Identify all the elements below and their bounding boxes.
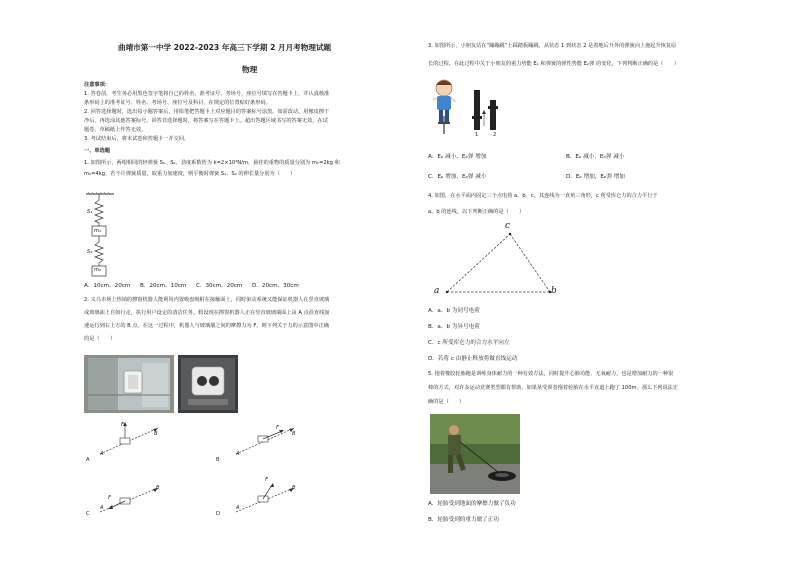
q2-text: 或玻璃面上自如行走，执行用户设定的清洁任务。假设现在擦窗机器人正在竖直玻璃墙面上由 A 点沿直线加 xyxy=(84,310,330,316)
q5-text: 棒的方式，对许多运动竞赛类型都有帮助，如果某受训者拖着轮胎在水平直道上跑了 100m，那么下列说法正 xyxy=(428,385,679,391)
q1-text: m₂=4kg，若不计弹簧质量，取重力加速度，则平衡时弹簧 S₁、S₂ 的伸长量分别为（ ） xyxy=(84,171,296,177)
point-b-label: B xyxy=(292,485,296,491)
m1-label: m₁ xyxy=(94,228,102,234)
exam-title: 曲靖市第一中学 2022-2023 年高三下学期 2 月月考物理试题 xyxy=(118,43,332,52)
q2-option-b[interactable]: B xyxy=(216,457,220,463)
q2-text: 2. 义乌市场上热销的擦窗机器人能利用内置吸盘吸附在接触面上，同时驱动系统又能保证机器人在竖直玻璃 xyxy=(84,297,330,303)
q5-option-a[interactable]: A．轮胎受到地面的摩擦力做了负功 xyxy=(428,501,516,507)
point-a-label: A xyxy=(100,451,104,457)
q4-option-c[interactable]: C．c 所受库仑力的合力水平向左 xyxy=(428,340,510,346)
notes-line: 条形码上的准考证号、姓名、考场号、座位号及科目，在规定的位置贴好条形码。 xyxy=(84,100,271,106)
force-diagram-a xyxy=(100,420,170,464)
q4-text: 4. 如图，在水平面内固定三个点电荷 a、b、c，其连线为一直角三角形，c 所受库仑力的合力平行于 xyxy=(428,193,658,199)
q3-text: 3. 如图所示，小朋友站在“蹦蹦跳”上踩踏板蹦跳，从状态 1 到状态 2 是着地后升外的弹簧向上施起升恢复原 xyxy=(428,43,677,49)
force-f-label: F xyxy=(276,425,279,431)
window-robot-closeup-photo xyxy=(178,355,238,413)
notes-heading: 注意事项： xyxy=(84,82,110,88)
state-2-label: 2 xyxy=(493,132,497,138)
q2-text: 速运行到右上方的 B 点。在这一过程中，机器人与玻璃墙之间的摩擦力为 F，则下列关于力的示意图中正确 xyxy=(84,323,329,329)
q3-option-c[interactable]: C．Eₚ 增加，Eₚ弹 减小 xyxy=(428,174,487,180)
notes-line: 净后，再选涂其他答案标号。回答非选择题时，将答案写在答题卡上。超出答题区域书写的答案无效，在试 xyxy=(84,118,328,124)
q4-option-d[interactable]: D．若将 c 由静止释放将做直线运动 xyxy=(428,356,518,362)
q5-option-b[interactable]: B．轮胎受到的重力做了正功 xyxy=(428,517,499,523)
q4-option-a[interactable]: A．a、b 为同号电荷 xyxy=(428,308,480,314)
q1-option-d[interactable]: D．20cm、30cm xyxy=(252,283,299,289)
q1-text: 1. 如图所示，两根相同的轻弹簧 S₁、S₂，劲度系数皆为 k=2×10⁴N/m，悬挂的重物的质量分别为 m₁=2kg 和 xyxy=(84,160,340,166)
q1-option-b[interactable]: B．20cm、10cm xyxy=(140,283,187,289)
q4-text: a、b 的连线，以下判断正确的是（ ） xyxy=(428,209,525,215)
notes-line: 3. 考试结束后，将本试卷和答题卡一并交回。 xyxy=(84,136,190,142)
force-f-label: F xyxy=(265,477,268,483)
force-f-label: F xyxy=(108,495,111,501)
q3-option-d[interactable]: D．Eₚ 增加，Eₚ弹 增加 xyxy=(566,174,625,180)
s2-label: S₂ xyxy=(87,249,93,255)
point-a-label: A xyxy=(236,505,240,511)
tire-dragging-photo xyxy=(430,414,520,494)
subject-title: 物理 xyxy=(242,65,258,74)
pogo-stick-figure xyxy=(430,76,520,138)
charge-triangle-diagram xyxy=(440,226,560,296)
q1-option-c[interactable]: C．30cm、20cm xyxy=(196,283,243,289)
q3-option-a[interactable]: A．Eₚ 减小，Eₚ弹 增加 xyxy=(428,154,487,160)
point-a-label: A xyxy=(100,505,104,511)
point-b-label: B xyxy=(292,431,296,437)
q2-option-a[interactable]: A xyxy=(86,457,90,463)
point-a-label: a xyxy=(434,286,440,296)
q5-text: 确的是（ ） xyxy=(428,399,465,405)
q3-option-b[interactable]: B．Eₚ 减小，Eₚ弹 减小 xyxy=(566,154,625,160)
q2-option-c[interactable]: C xyxy=(86,511,90,517)
force-diagram-b xyxy=(236,420,306,464)
s1-label: S₁ xyxy=(87,209,93,215)
point-a-label: A xyxy=(236,451,240,457)
window-robot-photo xyxy=(84,355,174,413)
point-b-label: B xyxy=(156,485,160,491)
point-b-label: B xyxy=(154,431,158,437)
q5-text: 5. 拖着橡胶轮胎跑是训练身体耐力的一种有效方法，同时提升心肺功能、无氧耐力，也是增加耐力的一种很 xyxy=(428,371,674,377)
point-b-label: b xyxy=(551,286,557,296)
q1-option-a[interactable]: A．10cm、20cm xyxy=(84,283,131,289)
point-c-label: c xyxy=(505,221,511,231)
notes-line: 题卷、草稿纸上作答无效。 xyxy=(84,127,147,133)
state-1-label: 1 xyxy=(475,132,479,138)
q3-text: 长的过程。在此过程中关于小朋友的重力势能 Eₚ 和弹簧的弹性势能 Eₚ弹 的变化，下列判断正确的是（ ） xyxy=(428,61,680,67)
q2-option-d[interactable]: D xyxy=(216,511,220,517)
spring-figure xyxy=(84,192,124,278)
notes-line: 2. 回答选择题时，选出每小题答案后，用铅笔把答题卡上对应题目的答案标号涂黑。如需改动，用橡皮擦干 xyxy=(84,109,330,115)
q4-option-b[interactable]: B．a、b 为异号电荷 xyxy=(428,324,480,330)
force-f-label: F xyxy=(121,422,124,428)
m2-label: m₂ xyxy=(94,267,102,273)
section-heading: 一、单选题 xyxy=(84,148,110,154)
notes-line: 1. 答卷前，考生务必用黑色签字笔将自己的姓名、准考证号、考场号、座位号填写在答题卡上，并认真核准 xyxy=(84,91,330,97)
q2-text: 的是（ ） xyxy=(84,336,116,342)
